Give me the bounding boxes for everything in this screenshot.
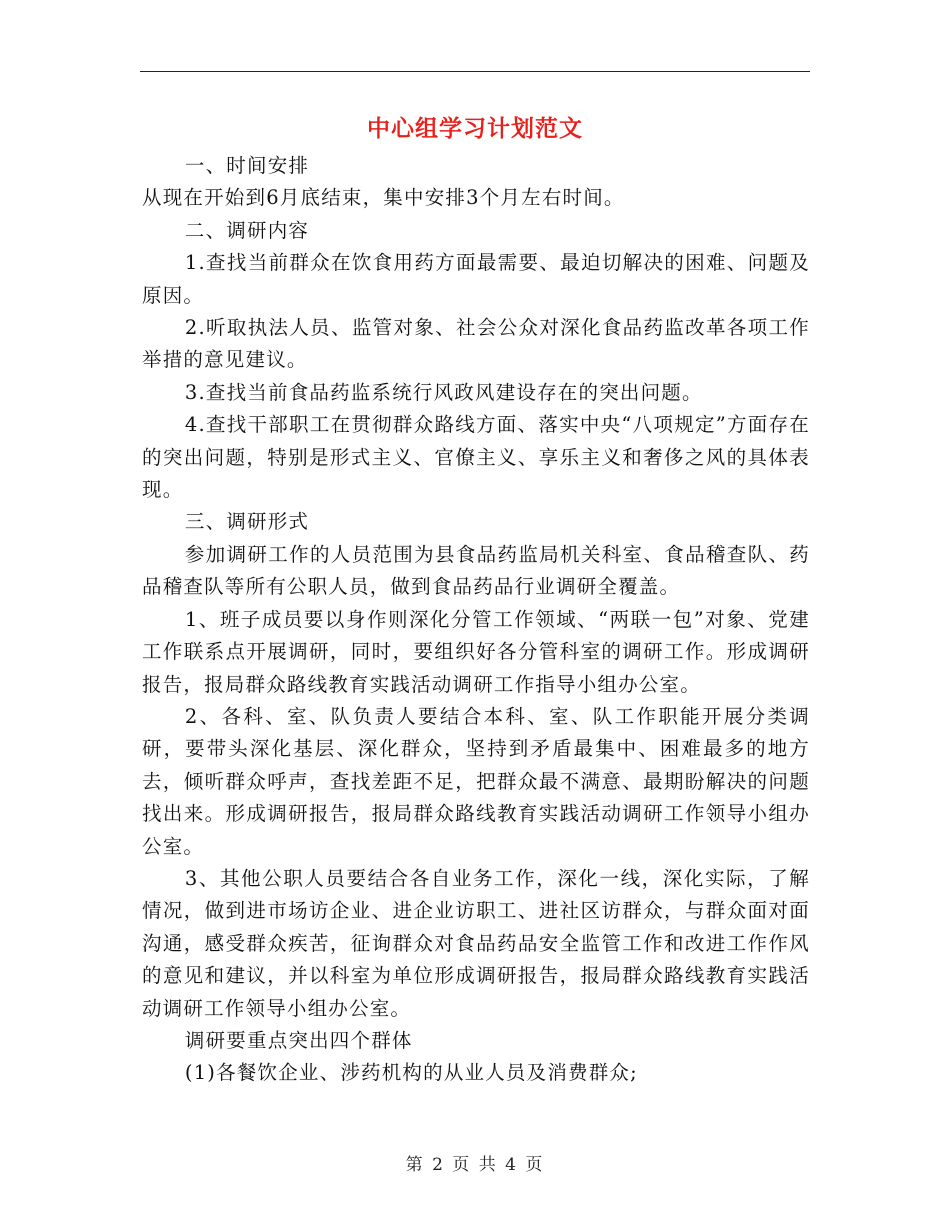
document-title: 中心组学习计划范文 (367, 116, 583, 142)
paragraph: 1.查找当前群众在饮食用药方面最需要、最迫切解决的困难、问题及原因。 (142, 251, 810, 307)
paragraph: 2.听取执法人员、监管对象、社会公众对深化食品药监改革各项工作举措的意见建议。 (142, 316, 810, 372)
paragraph: 三、调研形式 (184, 510, 310, 534)
paragraph: 1、班子成员要以身作则深化分管工作领域、“两联一包”对象、党建工作联系点开展调研，同时，要组织好各分管科室的调研工作。形成调研报告，报局群众路线教育实践活动调研工作指导小组办公室。 (142, 607, 810, 696)
paragraph: 调研要重点突出四个群体 (184, 1028, 413, 1052)
page-number-footer: 第 2 页 共 4 页 (405, 1155, 545, 1175)
document-body (142, 150, 810, 1090)
paragraph: 一、时间安排 (184, 154, 310, 177)
paragraph: 3.查找当前食品药监系统行风政风建设存在的突出问题。 (184, 380, 703, 404)
paragraph: 二、调研内容 (184, 218, 310, 242)
paragraph: 4.查找干部职工在贯彻群众路线方面、落实中央“八项规定”方面存在的突出问题，特别是形式主义、官僚主义、享乐主义和奢侈之风的具体表现。 (142, 413, 810, 502)
paragraph: (1)各餐饮企业、涉药机构的从业人员及消费群众; (184, 1061, 638, 1085)
paragraph: 3、其他公职人员要结合各自业务工作，深化一线，深化实际，了解情况，做到进市场访企业、进企业访职工、进社区访群众，与群众面对面沟通，感受群众疾苦，征询群众对食品药品安全监管工作和改进工作作风的意见和建议，并以科室为单位形成调研报告，报局群众路线教育实践活动调研工作领导小组办公室。 (142, 866, 810, 1020)
paragraph: 从现在开始到6月底结束，集中安排3个月左右时间。 (142, 186, 625, 210)
paragraph: 参加调研工作的人员范围为县食品药监局机关科室、食品稽查队、药品稽查队等所有公职人员，做到食品药品行业调研全覆盖。 (142, 542, 810, 599)
header-rule (140, 71, 810, 72)
paragraph: 2、各科、室、队负责人要结合本科、室、队工作职能开展分类调研，要带头深化基层、深化群众，坚持到矛盾最集中、困难最多的地方去，倾听群众呼声，查找差距不足，把群众最不满意、最期盼解决的问题找出来。形成调研报告，报局群众路线教育实践活动调研工作领导小组办公室。 (142, 704, 810, 858)
